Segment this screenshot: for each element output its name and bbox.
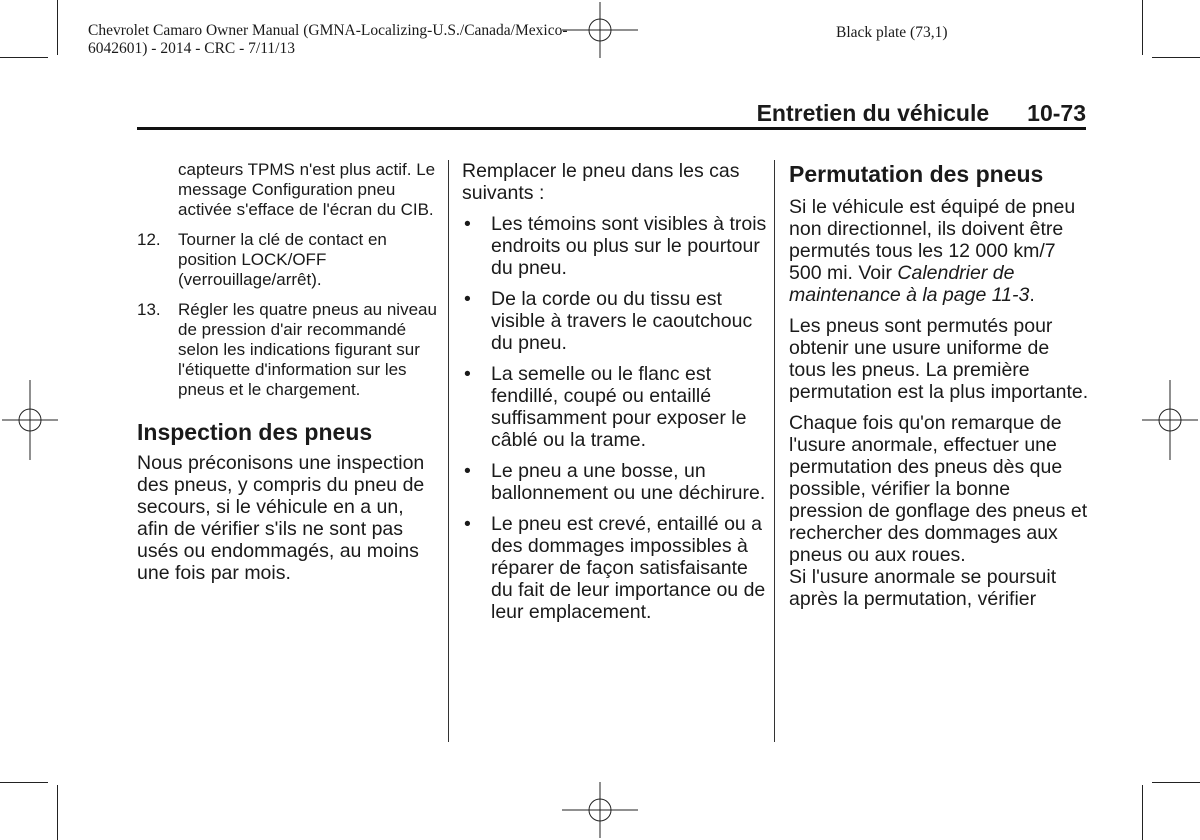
crop-mark-bottom-right-vertical [1142,785,1143,840]
period: . [1029,284,1035,306]
crop-mark-top-right-horizontal [1152,57,1200,58]
step-text: Régler les quatre pneus au niveau de pression d'air recommandé selon les indications figurant sur l'étiquette d'information sur les pneus et le chargement. [178,300,437,399]
column-middle [462,160,767,632]
crop-mark-bottom-right-horizontal [1152,782,1200,783]
bullet-text: Les témoins sont visibles à trois endroits ou plus sur le pourtour du pneu. [491,213,767,279]
step-12 [137,230,437,290]
rotation-text: Si le véhicule est équipé de pneu non directionnel, ils doivent être permutés tous les 12 000 km/7 500 mi. Voir [789,196,1076,284]
bullet-item [462,363,767,451]
bullet-icon: • [464,460,471,482]
step-number: 12. [137,230,161,249]
running-head [757,100,1086,127]
header-rule [137,127,1086,130]
rotation-paragraph-1 [789,196,1089,306]
inspection-paragraph: Nous préconisons une inspection des pneus, y compris du pneu de secours, si le véhicule en a un, afin de vérifier s'ils ne sont pas usés ou endommagés, au moins une fois par mois. [137,452,425,584]
bullet-icon: • [464,213,471,235]
bullet-item [462,288,767,354]
bullet-text: Le pneu est crevé, entaillé ou a des dommages impossibles à réparer de façon satisfaisante du fait de leur importance ou de leur emplacement. [491,513,766,623]
bullet-icon: • [464,288,471,310]
bullet-text: De la corde ou du tissu est visible à travers le caoutchouc du pneu. [491,288,753,354]
page-number: 10-73 [1027,100,1086,126]
section-heading-rotation: Permutation des pneus [789,161,1044,187]
registration-mark-right-icon [1142,380,1198,460]
section-heading-inspection: Inspection des pneus [137,419,373,445]
step-text: Tourner la clé de contact en position LOCK/OFF (verrouillage/arrêt). [178,230,387,289]
registration-mark-bottom-icon [562,782,638,838]
bullet-icon: • [464,363,471,385]
bullet-item [462,513,767,623]
crop-mark-bottom-left-vertical [57,785,58,840]
crop-mark-top-left-horizontal [0,57,48,58]
column-right [789,160,1089,619]
crop-mark-bottom-left-horizontal [0,782,48,783]
crop-mark-top-right-vertical [1142,0,1143,55]
step-number: 13. [137,300,161,319]
column-divider-1 [448,160,449,742]
print-header-line-2: 6042601) - 2014 - CRC - 7/11/13 [88,40,295,57]
registration-mark-top-icon [562,2,638,58]
bullet-text: Le pneu a une bosse, un ballonnement ou une déchirure. [491,460,766,504]
continued-step-text: capteurs TPMS n'est plus actif. Le message Configuration pneu activée s'efface de l'écran du CIB. [178,160,436,219]
bullet-icon: • [464,513,471,535]
bullet-text: La semelle ou le flanc est fendillé, coupé ou entaillé suffisamment pour exposer le câblé ou la trame. [491,363,747,451]
maintenance-schedule-link[interactable]: Calendrier de maintenance à la page 11-3 [789,262,1030,306]
replace-intro: Remplacer le pneu dans les cas suivants : [462,160,740,204]
crop-mark-top-left-vertical [57,0,58,55]
step-13 [137,300,437,400]
registration-mark-left-icon [2,380,58,460]
bullet-item [462,460,767,504]
rotation-paragraph-3: Chaque fois qu'on remarque de l'usure anormale, effectuer une permutation des pneus dès que possible, vérifier la bonne pression de gonflage des pneus et rechercher des dommages aux pneus ou aux roues. [789,412,1088,566]
rotation-paragraph-4: Si l'usure anormale se poursuit après la permutation, vérifier [789,566,1057,610]
print-header-line-1: Chevrolet Camaro Owner Manual (GMNA-Localizing-U.S./Canada/Mexico- [88,22,568,39]
column-left [137,160,437,593]
column-divider-2 [774,160,775,742]
bullet-item [462,213,767,279]
rotation-paragraph-2: Les pneus sont permutés pour obtenir une usure uniforme de tous les pneus. La première permutation est la plus importante. [789,315,1089,403]
section-title: Entretien du véhicule [756,100,990,126]
plate-label: Black plate (73,1) [836,24,948,41]
